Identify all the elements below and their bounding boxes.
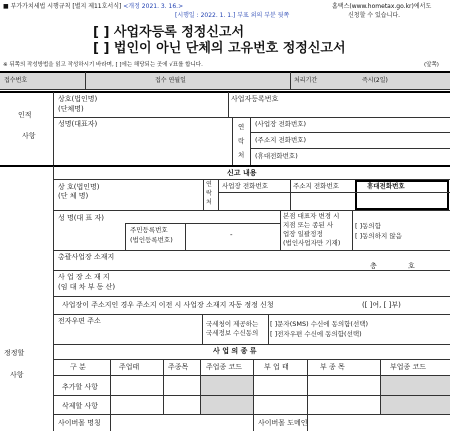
col-main-item: 주종목 <box>168 363 189 371</box>
divider <box>53 117 450 118</box>
divider <box>290 179 291 210</box>
divider <box>307 359 308 414</box>
resident-no-dash: - <box>230 231 233 239</box>
row-delete-label: 삭제할 사항 <box>62 402 99 410</box>
divider <box>110 414 111 431</box>
divider <box>250 132 450 133</box>
correction-section-1: 정정할 <box>4 349 25 357</box>
divider <box>185 223 186 250</box>
cyber-domain-label: 사이버몰 도메인 <box>258 419 308 427</box>
processing-value: 즉시(2일) <box>362 77 388 84</box>
regulation-reference <box>3 4 183 10</box>
phone-mobile-label: (휴대전화번호) <box>255 152 298 160</box>
unit-label: 호 <box>408 262 415 270</box>
divider <box>250 148 450 149</box>
contact-label-1: 연 <box>238 123 245 131</box>
cyber-mall-label: 사이버몰 명칭 <box>58 419 101 427</box>
receipt-no-label: 접수번호 <box>4 77 28 84</box>
report-home-phone: 주소지 전화번호 <box>293 182 340 190</box>
divider <box>163 359 164 414</box>
reg-no-label: 사업자등록번호 <box>231 95 279 103</box>
report-biz-phone: 사업장 전화번호 <box>222 182 269 190</box>
report-contact-3: 처 <box>206 199 212 206</box>
email-label: 전자우편 주소 <box>58 317 101 325</box>
divider <box>53 395 450 396</box>
trade-name-label: 상호(법인명) <box>58 95 98 103</box>
divider <box>250 117 251 165</box>
divider <box>228 92 229 117</box>
divider <box>202 314 203 344</box>
divider <box>53 314 450 315</box>
batch-disagree[interactable]: [ ]동의하지 않음 <box>355 232 402 240</box>
processing-label: 처리기간 <box>294 77 318 84</box>
divider <box>290 72 291 89</box>
divider <box>85 72 86 89</box>
regulation-prefix: ■ 부가가치세법 시행규칙 [별지 제11호서식] <box>3 3 122 10</box>
divider <box>253 359 254 414</box>
divider <box>280 210 281 250</box>
divider <box>53 210 450 211</box>
report-mobile-phone: 휴대전화번호 <box>367 182 405 190</box>
personal-section-1: 인적 <box>18 111 32 119</box>
divider <box>203 179 204 210</box>
divider <box>0 89 450 90</box>
contact-label-2: 락 <box>238 137 245 145</box>
divider <box>253 414 254 431</box>
batch-agree[interactable]: [ ]동의함 <box>355 222 381 230</box>
divider <box>53 359 450 360</box>
divider <box>125 223 280 224</box>
location-label-2: (임 대 차 부 동 산) <box>58 283 116 291</box>
divider <box>0 91 450 93</box>
batch-line-2: 지점 또는 종된 사 <box>283 221 334 229</box>
divider <box>53 92 54 165</box>
divider <box>53 375 450 376</box>
page-side: (앞쪽) <box>424 62 439 68</box>
col-main-type: 주업태 <box>119 363 140 371</box>
revision-date: <개정 2021. 3. 16.> <box>123 3 184 10</box>
divider <box>53 250 450 251</box>
phone-business-label: (사업장 전화번호) <box>255 120 307 128</box>
email-agree[interactable]: [ ]전자우편 수신에 동의함(선택) <box>270 330 362 338</box>
divider <box>218 179 219 210</box>
group-name-label: (단체명) <box>58 105 84 113</box>
floor-label: 층 <box>370 262 377 270</box>
report-trade-name: 상 호(법인명) <box>58 183 100 191</box>
phone-home-label: (주소지 전화번호) <box>255 136 307 144</box>
nts-label-2: 국세정보 수신동의 <box>206 329 259 337</box>
col-kind: 구 분 <box>70 363 86 371</box>
online-note-2: 신청할 수 있습니다. <box>348 12 401 19</box>
form-title-2: [ ] 법인이 아닌 단체의 고유번호 정정신고서 <box>93 41 346 56</box>
nts-label-1: 국세청이 제공하는 <box>206 320 259 328</box>
col-sub-item: 부 종 목 <box>320 363 345 371</box>
rep-name-label: 성명(대표자) <box>58 120 98 128</box>
personal-section-2: 사항 <box>22 132 36 140</box>
divider <box>218 192 450 193</box>
batch-line-4: (법인사업자만 기재) <box>283 239 341 247</box>
divider <box>53 296 450 297</box>
instructions: ※ 뒤쪽의 작성방법을 읽고 작성하시기 바라며, [ ]에는 해당되는 곳에 √표를 합니다. <box>3 62 203 68</box>
business-type-title: 사 업 의 종 류 <box>213 347 257 355</box>
report-contact-1: 연 <box>206 181 212 188</box>
report-contact-2: 락 <box>206 190 212 197</box>
enforcement-date: [시행일 : 2022. 1. 1.] 부표 외의 부분 뒷쪽 <box>175 12 290 19</box>
divider <box>0 71 450 73</box>
resident-no-1: 주민등록번호 <box>130 226 168 234</box>
batch-line-3: 업장 일괄정정 <box>283 230 323 238</box>
divider <box>268 314 269 344</box>
divider <box>307 414 308 431</box>
auto-change-options[interactable]: ([ ]여, [ ]부) <box>362 301 401 309</box>
row-add-label: 추가할 사항 <box>62 383 99 391</box>
divider <box>352 210 353 250</box>
col-sub-type: 부 업 태 <box>264 363 289 371</box>
col-sub-code: 부업종 코드 <box>390 363 427 371</box>
divider <box>53 270 450 271</box>
col-main-code: 주업종 코드 <box>206 363 243 371</box>
receipt-date-label: 접수 연월일 <box>155 77 186 84</box>
resident-no-2: (법인등록번호) <box>130 236 173 244</box>
form-title-1: [ ] 사업자등록 정정신고서 <box>93 25 245 40</box>
auto-change-label: 사업장이 주소지인 경우 주소지 이전 시 사업장 소재지 자동 정정 신청 <box>62 301 274 309</box>
divider <box>232 117 233 165</box>
divider <box>0 165 450 167</box>
divider <box>53 414 450 415</box>
report-group-name: (단 체 명) <box>58 192 89 200</box>
correction-section-2: 사항 <box>10 371 24 379</box>
divider <box>53 166 54 431</box>
report-title: 신고 내용 <box>227 169 257 177</box>
total-location-label: 총괄사업장 소재지 <box>58 253 115 261</box>
divider <box>110 359 111 414</box>
sms-agree[interactable]: [ ]문자(SMS) 수신에 동의함(선택) <box>270 320 369 328</box>
contact-label-3: 처 <box>238 151 245 159</box>
report-rep-name: 성 명(대 표 자) <box>58 214 104 222</box>
batch-line-1: 본점 대표자 변경 시 <box>283 212 340 220</box>
divider <box>125 223 126 250</box>
divider <box>53 344 450 345</box>
location-label-1: 사 업 장 소 재 지 <box>58 273 110 281</box>
online-note-1: 홈택스(www.hometax.go.kr)에서도 <box>332 3 432 10</box>
